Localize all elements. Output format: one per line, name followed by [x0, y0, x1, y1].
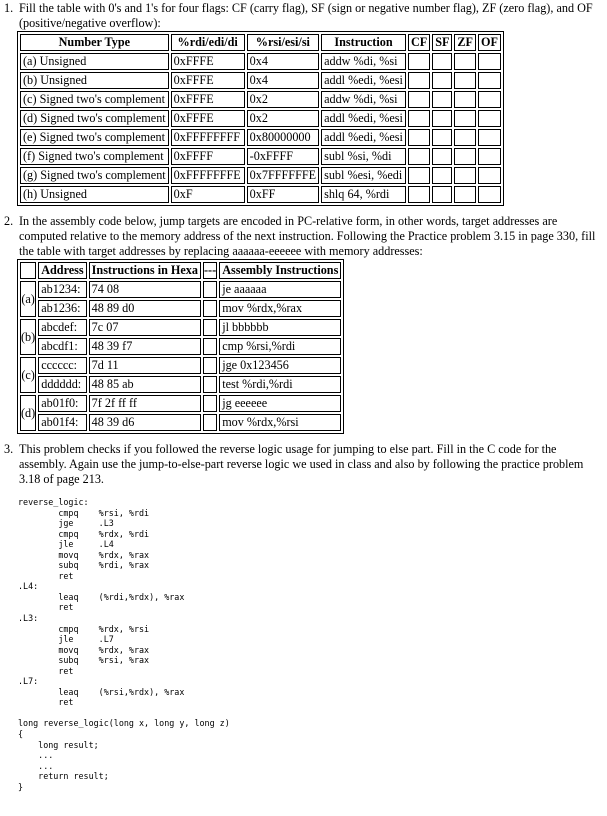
target-cell[interactable]	[203, 281, 217, 298]
code-line: movq %rdx, %rax	[18, 549, 150, 560]
cell-rsi: 0x4	[247, 53, 319, 70]
code-line: leaq (%rsi,%rdx), %rax	[18, 686, 185, 697]
flag-cell-cf[interactable]	[408, 129, 430, 146]
flags-table	[17, 31, 504, 206]
question-text: In the assembly code below, jump targets are encoded in PC-relative form, in other words, target addresses are computed relative to the memory address of the next instruction. Following the Practice problem 3.15 in page 330, fill the table with target addresses by replacing aaaaaa-eeeeee with memory addresses:	[19, 214, 596, 258]
table-row	[20, 319, 341, 336]
flag-cell-of[interactable]	[478, 91, 501, 108]
col-cf: CF	[408, 34, 430, 51]
col-sf: SF	[432, 34, 452, 51]
cell-assembly: jge 0x123456	[219, 357, 341, 374]
col-number-type: Number Type	[20, 34, 169, 51]
table-row	[20, 395, 341, 412]
table-header-row	[20, 262, 341, 279]
flag-cell-cf[interactable]	[408, 148, 430, 165]
cell-rsi: 0xFF	[247, 186, 319, 203]
cell-assembly: mov %rdx,%rax	[219, 300, 341, 317]
cell-hex: 7d 11	[89, 357, 201, 374]
flag-cell-of[interactable]	[478, 72, 501, 89]
code-line: {	[18, 729, 24, 740]
cell-rsi: -0xFFFF	[247, 148, 319, 165]
table-row	[20, 357, 341, 374]
code-line: leaq (%rdi,%rdx), %rax	[18, 591, 185, 602]
col-address: Address	[38, 262, 86, 279]
table-header-row	[20, 34, 501, 51]
flag-cell-of[interactable]	[478, 186, 501, 203]
code-line: subq %rdi, %rax	[18, 560, 150, 571]
cell-address: cccccc:	[38, 357, 86, 374]
col-group	[20, 262, 36, 279]
col-assembly: Assembly Instructions	[219, 262, 341, 279]
cell-hex: 48 39 f7	[89, 338, 201, 355]
flag-cell-sf[interactable]	[432, 129, 452, 146]
flag-cell-of[interactable]	[478, 129, 501, 146]
cell-assembly: test %rdi,%rdi	[219, 376, 341, 393]
cell-instruction: addl %edi, %esi	[321, 129, 406, 146]
col-instruction: Instruction	[321, 34, 406, 51]
code-line: .L3:	[18, 613, 39, 624]
code-line: long reverse_logic(long x, long y, long z)	[18, 718, 230, 729]
cell-rdi: 0xFFFE	[171, 53, 245, 70]
table-row	[20, 281, 341, 298]
flag-cell-zf[interactable]	[454, 110, 476, 127]
target-cell[interactable]	[203, 319, 217, 336]
group-label: (a)	[20, 281, 36, 317]
cell-assembly: cmp %rsi,%rdi	[219, 338, 341, 355]
cell-number-type: (g) Signed two's complement	[20, 167, 169, 184]
cell-rdi: 0xFFFFFFFF	[171, 129, 245, 146]
cell-address: ab1236:	[38, 300, 86, 317]
code-line: jge .L3	[18, 518, 114, 529]
cell-instruction: addl %edi, %esi	[321, 72, 406, 89]
table-row	[20, 376, 341, 393]
cell-number-type: (a) Unsigned	[20, 53, 169, 70]
col-hex: Instructions in Hexa	[89, 262, 201, 279]
cell-instruction: shlq 64, %rdi	[321, 186, 406, 203]
cell-hex: 7f 2f ff ff	[89, 395, 201, 412]
table-row	[20, 186, 501, 203]
cell-number-type: (b) Unsigned	[20, 72, 169, 89]
cell-hex: 7c 07	[89, 319, 201, 336]
question-text: Fill the table with 0's and 1's for four flags: CF (carry flag), SF (sign or negative number flag), ZF (zero flag), and OF (positive/negative overflow):	[19, 1, 593, 30]
cell-rdi: 0xFFFE	[171, 72, 245, 89]
flag-cell-zf[interactable]	[454, 53, 476, 70]
code-line: return result;	[18, 771, 109, 782]
code-line: jle .L4	[18, 539, 114, 550]
flag-cell-zf[interactable]	[454, 91, 476, 108]
cell-number-type: (d) Signed two's complement	[20, 110, 169, 127]
question-1	[2, 1, 600, 206]
cell-rdi: 0xFFFF	[171, 148, 245, 165]
cell-rdi: 0xFFFFFFFE	[171, 167, 245, 184]
col-zf: ZF	[454, 34, 476, 51]
flag-cell-sf[interactable]	[432, 53, 452, 70]
cell-hex: 48 89 d0	[89, 300, 201, 317]
flag-cell-cf[interactable]	[408, 110, 430, 127]
code-line: ret	[18, 665, 74, 676]
cell-assembly: mov %rdx,%rsi	[219, 414, 341, 431]
code-line: cmpq %rdx, %rdi	[18, 528, 150, 539]
table-row	[20, 300, 341, 317]
code-line: ...	[18, 760, 54, 771]
flag-cell-cf[interactable]	[408, 72, 430, 89]
flag-cell-zf[interactable]	[454, 72, 476, 89]
flag-cell-cf[interactable]	[408, 53, 430, 70]
table-row	[20, 338, 341, 355]
cell-address: ab01f4:	[38, 414, 86, 431]
col-rdi: %rdi/edi/di	[171, 34, 245, 51]
table-row	[20, 91, 501, 108]
table-row	[20, 53, 501, 70]
target-cell[interactable]	[203, 414, 217, 431]
cell-rsi: 0x7FFFFFFE	[247, 167, 319, 184]
group-label: (b)	[20, 319, 36, 355]
code-line: ret	[18, 570, 74, 581]
table-row	[20, 148, 501, 165]
cell-instruction: subl %si, %di	[321, 148, 406, 165]
code-line: ret	[18, 602, 74, 613]
flag-cell-sf[interactable]	[432, 72, 452, 89]
flag-cell-sf[interactable]	[432, 91, 452, 108]
flag-cell-zf[interactable]	[454, 129, 476, 146]
flag-cell-zf[interactable]	[454, 148, 476, 165]
cell-number-type: (e) Signed two's complement	[20, 129, 169, 146]
question-number: 2.	[4, 214, 14, 228]
code-line: jle .L7	[18, 634, 114, 645]
flag-cell-cf[interactable]	[408, 167, 430, 184]
target-cell[interactable]	[203, 357, 217, 374]
code-line: reverse_logic:	[18, 497, 89, 507]
flag-cell-of[interactable]	[478, 167, 501, 184]
target-cell[interactable]	[203, 395, 217, 412]
cell-hex: 48 85 ab	[89, 376, 201, 393]
table-row	[20, 414, 341, 431]
flag-cell-sf[interactable]	[432, 186, 452, 203]
code-line: .L7:	[18, 676, 39, 687]
group-label: (c)	[20, 357, 36, 393]
cell-rdi: 0xFFFE	[171, 110, 245, 127]
cell-rsi: 0x2	[247, 110, 319, 127]
code-line: ret	[18, 697, 74, 708]
col-target: ---	[204, 263, 217, 277]
code-line: ...	[18, 750, 54, 761]
cell-number-type: (c) Signed two's complement	[20, 91, 169, 108]
question-text: This problem checks if you followed the reverse logic usage for jumping to else part. Fill in the C code for the assembly. Again use the jump-to-else-part reverse logic we used in class and also by following the practice problem 3.18 of page 213.	[19, 442, 584, 486]
cell-address: ab01f0:	[38, 395, 86, 412]
cell-rdi: 0xF	[171, 186, 245, 203]
cell-hex: 48 39 d6	[89, 414, 201, 431]
question-number: 3.	[4, 442, 14, 456]
flag-cell-sf[interactable]	[432, 148, 452, 165]
question-number: 1.	[4, 1, 14, 15]
group-label: (d)	[20, 395, 36, 431]
table-row	[20, 72, 501, 89]
flag-cell-cf[interactable]	[408, 186, 430, 203]
code-line: .L4:	[18, 581, 39, 592]
cell-address: dddddd:	[38, 376, 86, 393]
cell-rsi: 0x4	[247, 72, 319, 89]
cell-assembly: je aaaaaa	[219, 281, 341, 298]
flag-cell-of[interactable]	[478, 148, 501, 165]
cell-address: abcdef:	[38, 319, 86, 336]
flag-cell-sf[interactable]	[432, 167, 452, 184]
cell-rsi: 0x80000000	[247, 129, 319, 146]
cell-number-type: (h) Unsigned	[20, 186, 169, 203]
flag-cell-zf[interactable]	[454, 167, 476, 184]
target-cell[interactable]	[203, 376, 217, 393]
flag-cell-of[interactable]	[478, 53, 501, 70]
code-line: }	[18, 781, 24, 792]
cell-instruction: subl %esi, %edi	[321, 167, 406, 184]
question-3	[2, 442, 600, 487]
cell-rdi: 0xFFFE	[171, 91, 245, 108]
assembly-code-block	[18, 497, 230, 792]
cell-instruction: addw %di, %si	[321, 91, 406, 108]
code-line	[18, 708, 230, 719]
cell-assembly: jg eeeeee	[219, 395, 341, 412]
code-line: long result;	[18, 739, 99, 750]
table-row	[20, 110, 501, 127]
flag-cell-zf[interactable]	[454, 186, 476, 203]
cell-hex: 74 08	[89, 281, 201, 298]
code-line: movq %rdx, %rax	[18, 644, 150, 655]
jump-table	[17, 259, 344, 434]
code-line: subq %rsi, %rax	[18, 655, 150, 666]
col-rsi: %rsi/esi/si	[247, 34, 319, 51]
target-cell[interactable]	[203, 300, 217, 317]
table-row	[20, 167, 501, 184]
cell-number-type: (f) Signed two's complement	[20, 148, 169, 165]
target-cell[interactable]	[203, 338, 217, 355]
code-line: cmpq %rdx, %rsi	[18, 623, 150, 634]
cell-instruction: addw %di, %si	[321, 53, 406, 70]
cell-instruction: addl %edi, %esi	[321, 110, 406, 127]
col-of: OF	[478, 34, 501, 51]
flag-cell-of[interactable]	[478, 110, 501, 127]
cell-assembly: jl bbbbbb	[219, 319, 341, 336]
cell-address: ab1234:	[38, 281, 86, 298]
cell-address: abcdf1:	[38, 338, 86, 355]
code-line: cmpq %rsi, %rdi	[18, 507, 150, 518]
question-2	[2, 214, 600, 434]
flag-cell-cf[interactable]	[408, 91, 430, 108]
table-row	[20, 129, 501, 146]
cell-rsi: 0x2	[247, 91, 319, 108]
flag-cell-sf[interactable]	[432, 110, 452, 127]
